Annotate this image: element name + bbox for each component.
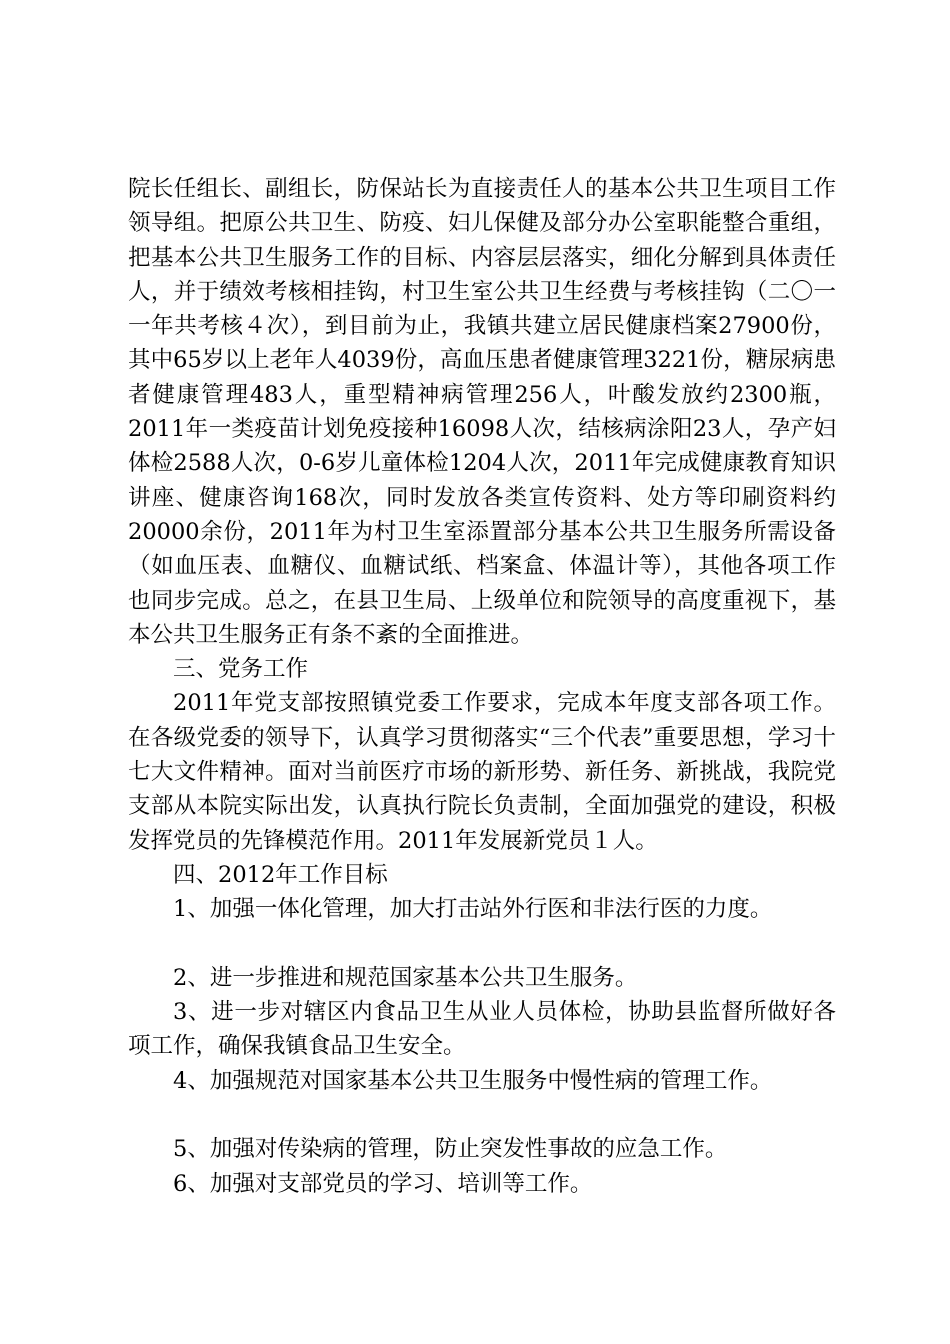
goal-item-4: 4、加强规范对国家基本公共卫生服务中慢性病的管理工作。 [173,1067,773,1094]
goal-item-1: 1、加强一体化管理，加大打击站外行医和非法行医的力度。 [173,896,773,923]
section4-heading: 四、2012年工作目标 [173,861,388,888]
section3-heading: 三、党务工作 [173,656,309,683]
goal-item-3: 3、进一步对辖区内食品卫生从业人员体检，协助县监督所做好各项工作，确保我镇食品卫生安全。 [128,999,836,1060]
document-body [128,172,836,1201]
goal-item-5: 5、加强对传染病的管理，防止突发性事故的应急工作。 [173,1136,728,1163]
section3-paragraph: 2011年党支部按照镇党委工作要求，完成本年度支部各项工作。在各级党委的领导下，认真学习贯彻落实“三个代表”重要思想，学习十七大文件精神。面对当前医疗市场的新形势、新任务、新挑战，我院党支部从本院实际出发，认真执行院长负责制，全面加强党的建设，积极发挥党员的先锋模范作用。2011年发展新党员１人。 [128,690,836,854]
section2-continuation-paragraph: 院长任组长、副组长，防保站长为直接责任人的基本公共卫生项目工作领导组。把原公共卫生、防疫、妇儿保健及部分办公室职能整合重组，把基本公共卫生服务工作的目标、内容层层落实，细化分解到具体责任人，并于绩效考核相挂钩，村卫生室公共卫生经费与考核挂钩（二〇一一年共考核４次），到目前为止，我镇共建立居民健康档案27900份，其中65岁以上老年人4039份，高血压患者健康管理3221份，糖尿病患者健康管理483人，重型精神病管理256人，叶酸发放约2300瓶，2011年一类疫苗计划免疫接种16098人次，结核病涂阳23人，孕产妇体检2588人次，0-6岁儿童体检1204人次，2011年完成健康教育知识讲座、健康咨询168次，同时发放各类宣传资料、处方等印刷资料约20000余份，2011年为村卫生室添置部分基本公共卫生服务所需设备（如血压表、血糖仪、血糖试纸、档案盒、体温计等），其他各项工作也同步完成。总之，在县卫生局、上级单位和院领导的高度重视下，基本公共卫生服务正有条不紊的全面推进。 [128,176,836,648]
goal-item-2: 2、进一步推进和规范国家基本公共卫生服务。 [173,964,638,991]
goal-item-6: 6、加强对支部党员的学习、培训等工作。 [173,1170,593,1197]
